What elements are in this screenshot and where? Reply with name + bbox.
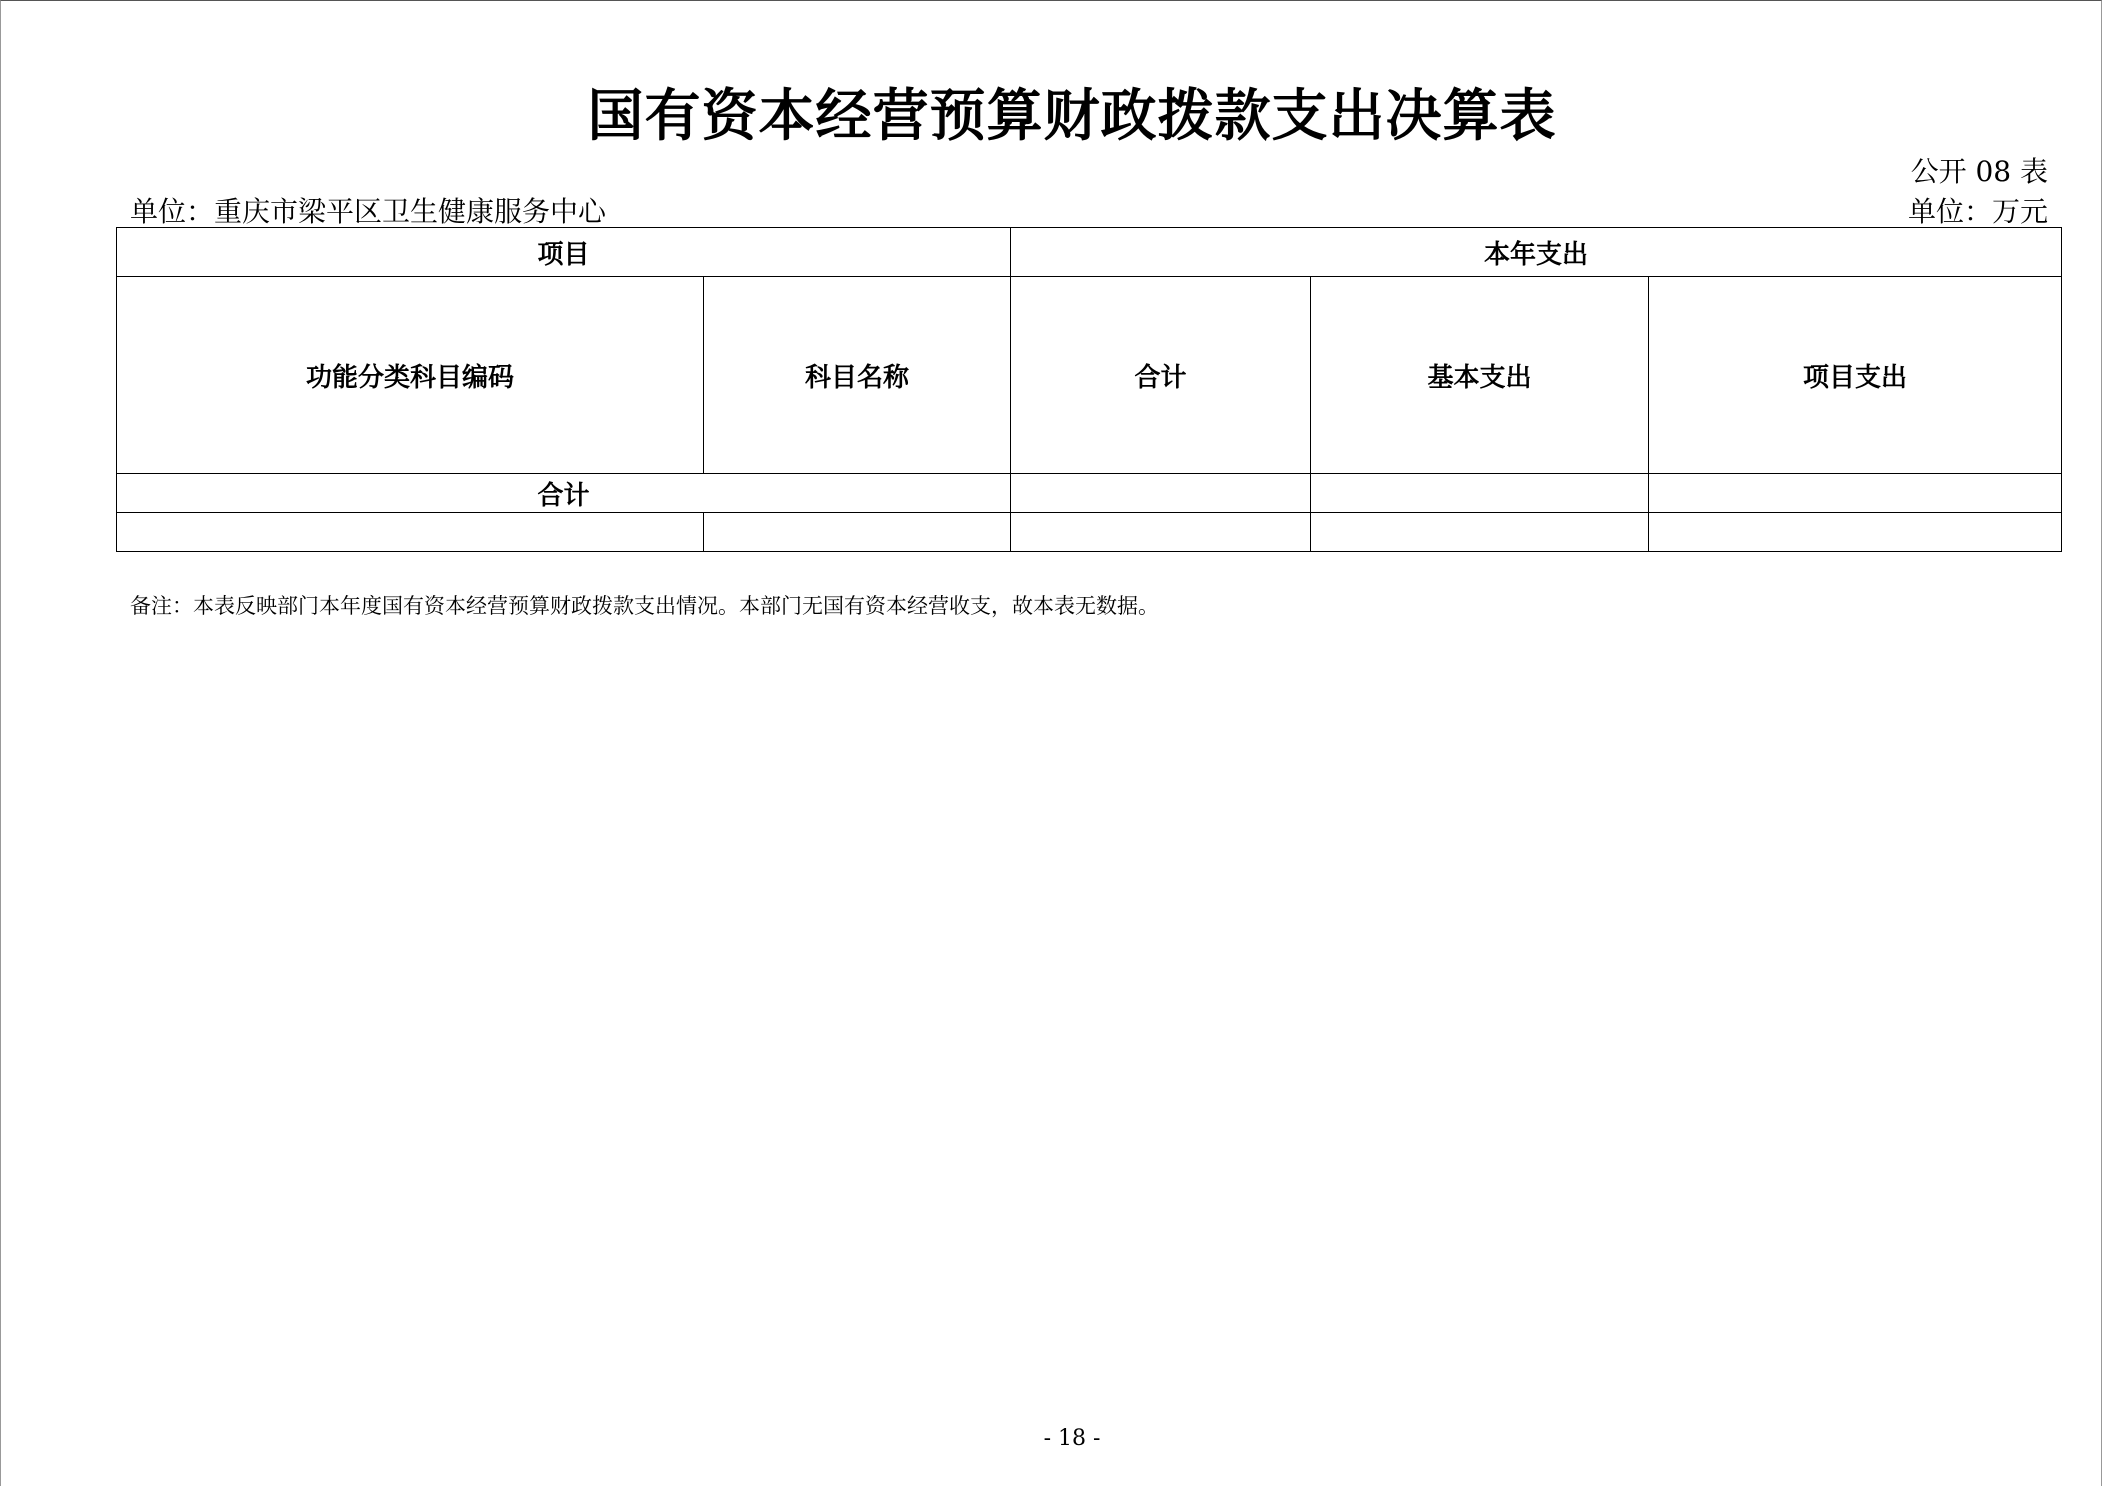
table-row: [117, 513, 2062, 552]
total-project-cell: [1649, 474, 2062, 513]
row-basic-cell: [1311, 513, 1649, 552]
header-group-expenditure: 本年支出: [1011, 228, 2062, 277]
table-note: 备注：本表反映部门本年度国有资本经营预算财政拨款支出情况。本部门无国有资本经营收支，故本表无数据。: [130, 594, 1159, 618]
page-number: - 18 -: [1043, 1426, 1101, 1451]
unit-organization: 单位：重庆市梁平区卫生健康服务中心: [130, 195, 607, 228]
row-subject-name-cell: [704, 513, 1011, 552]
total-basic-cell: [1311, 474, 1649, 513]
header-total: 合计: [1011, 277, 1311, 474]
page-title: 国有资本经营预算财政拨款支出决算表: [587, 83, 1557, 149]
unit-currency: 单位：万元: [1907, 195, 2048, 228]
row-function-code-cell: [117, 513, 704, 552]
row-total-cell: [1011, 513, 1311, 552]
header-column-row: [117, 277, 2062, 474]
header-group-project: 项目: [117, 228, 1011, 277]
total-sum-cell: [1011, 474, 1311, 513]
header-subject-name: 科目名称: [704, 277, 1011, 474]
header-function-code: 功能分类科目编码: [117, 277, 704, 474]
total-row: [117, 474, 2062, 513]
header-project-expenditure: 项目支出: [1649, 277, 2062, 474]
table-code: 公开 08 表: [1910, 155, 2048, 188]
header-group-row: [117, 228, 2062, 277]
header-basic-expenditure: 基本支出: [1311, 277, 1649, 474]
total-label: 合计: [117, 474, 1011, 513]
row-project-cell: [1649, 513, 2062, 552]
budget-table: [116, 227, 2062, 552]
